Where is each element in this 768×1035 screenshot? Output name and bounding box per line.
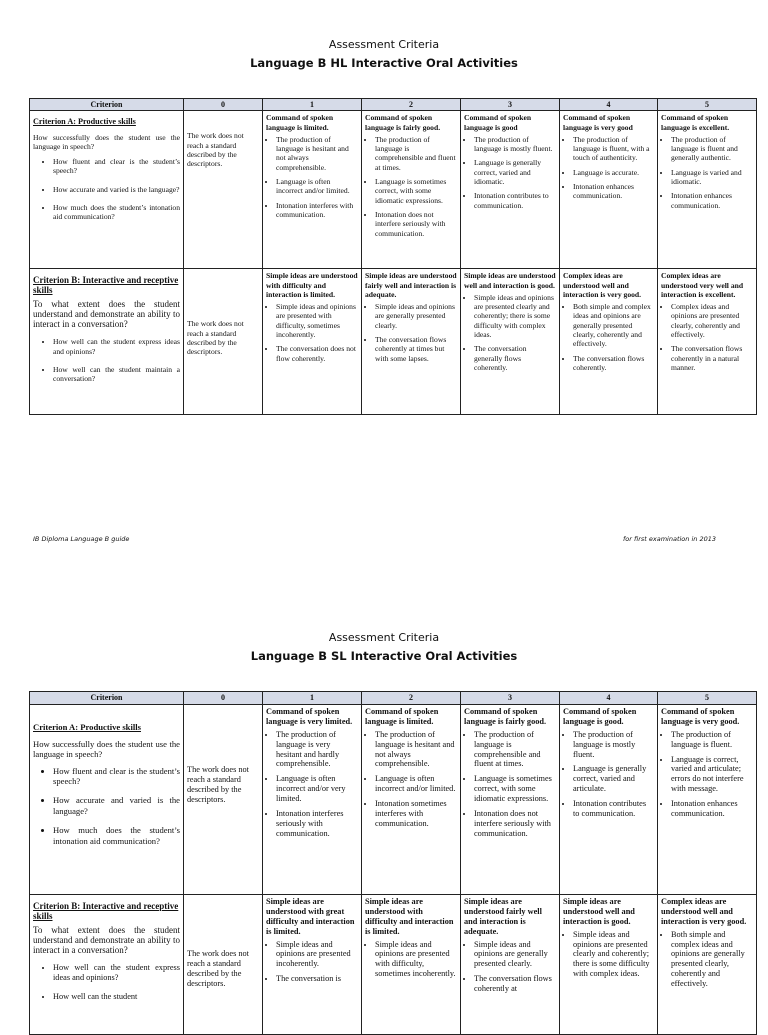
level-0-descriptor: The work does not reach a standard described by the descriptors.	[184, 269, 263, 415]
criterion-title: Criterion B: Interactive and receptive skills	[33, 900, 179, 921]
level-heading: Command of spoken language is excellent.	[661, 113, 730, 132]
criterion-subquestions	[33, 337, 180, 383]
criterion-title: Criterion B: Interactive and receptive skills	[33, 275, 179, 296]
descriptor-item: • Simple ideas and opinions are presented clearly and coherently; there is some difficulty with complex ideas.	[573, 930, 654, 980]
descriptor-item: • Language is generally correct, varied and idiomatic.	[474, 158, 556, 186]
descriptor-item: • Intonation contributes to communication.	[474, 191, 556, 210]
level-heading: Simple ideas are understood with difficulty and interaction is limited.	[266, 271, 358, 299]
level-descriptor-list	[365, 302, 457, 363]
descriptor-item: • Language is sometimes correct, with some idiomatic expressions.	[474, 774, 556, 804]
header-level-0: 0	[184, 692, 263, 705]
level-5-descriptor	[658, 894, 757, 1034]
level-heading: Command of spoken language is fairly good.	[365, 113, 441, 132]
descriptor-item: • Simple ideas and opinions are presented with difficulty, sometimes incoherently.	[375, 940, 457, 980]
criterion-title: Criterion A: Productive skills	[33, 721, 141, 732]
descriptor-item: • Intonation sometimes interferes with communication.	[375, 799, 457, 829]
sl-title-block	[0, 631, 768, 664]
level-1-descriptor	[263, 894, 362, 1034]
level-3-descriptor	[461, 704, 560, 894]
hl-heading: Assessment Criteria	[328, 38, 440, 51]
level-heading: Simple ideas are understood fairly well and interaction is adequate.	[464, 896, 542, 936]
descriptor-item: • Intonation does not interfere seriously with communication.	[375, 210, 457, 238]
descriptor-item: • The conversation flows coherently at	[474, 974, 556, 994]
level-0-descriptor: The work does not reach a standard described by the descriptors.	[184, 894, 263, 1034]
descriptor-item: • Language is often incorrect and/or limited.	[276, 177, 358, 196]
criterion-question: How successfully does the student use the language in speech?	[33, 738, 180, 760]
sub-question: • How much does the student’s intonation aid communication?	[53, 825, 180, 846]
level-descriptor-list	[661, 135, 753, 210]
level-descriptor-list	[563, 135, 654, 201]
level-3-descriptor	[461, 269, 560, 415]
criterion-a-row	[30, 111, 757, 269]
descriptor-item: • The production of language is fluent and generally authentic.	[671, 135, 753, 163]
level-5-descriptor	[658, 704, 757, 894]
level-heading: Command of spoken language is very good	[563, 113, 633, 132]
descriptor-item: • The production of language is hesitant and not always comprehensible.	[375, 730, 457, 770]
level-heading: Simple ideas are understood fairly well and interaction is adequate.	[365, 271, 457, 299]
level-descriptor-list	[563, 730, 654, 819]
descriptor-item: • Intonation contributes to communication.	[573, 799, 654, 819]
level-heading: Command of spoken language is limited.	[266, 113, 334, 132]
descriptor-item: • The production of language is mostly fluent.	[573, 730, 654, 760]
descriptor-item: • Language is correct, varied and articulate; errors do not interfere with message.	[671, 755, 753, 795]
level-heading: Simple ideas are understood with difficulty and interaction is limited.	[365, 896, 454, 936]
sub-question: • How fluent and clear is the student’s speech?	[53, 157, 180, 176]
descriptor-item: • Language is often incorrect and/or limited.	[375, 774, 457, 794]
level-descriptor-list	[266, 302, 358, 363]
descriptor-item: • Intonation enhances communication.	[671, 191, 753, 210]
level-2-descriptor	[362, 111, 461, 269]
footer-exam-note: for first examination in 2013	[623, 535, 716, 543]
header-criterion: Criterion	[30, 99, 184, 111]
level-heading: Simple ideas are understood with great difficulty and interaction is limited.	[266, 896, 355, 936]
level-4-descriptor	[560, 704, 658, 894]
sl-rubric-table	[29, 691, 757, 1035]
sl-heading: Assessment Criteria	[328, 631, 440, 644]
descriptor-item: • The conversation flows coherently.	[573, 354, 654, 373]
descriptor-item: • Intonation enhances communication.	[573, 182, 654, 201]
level-descriptor-list	[365, 730, 457, 829]
descriptor-item: • The production of language is comprehensible and fluent at times.	[474, 730, 556, 770]
level-descriptor-list	[563, 930, 654, 980]
descriptor-item: • Simple ideas and opinions are generally presented clearly.	[375, 302, 457, 330]
level-heading: Simple ideas are understood well and interaction is good.	[464, 271, 556, 290]
header-level-3: 3	[461, 692, 560, 705]
level-descriptor-list	[563, 302, 654, 372]
header-level-4: 4	[560, 99, 658, 111]
sub-question: • How much does the student’s intonation aid communication?	[53, 203, 180, 222]
header-criterion: Criterion	[30, 692, 184, 705]
criterion-b-row	[30, 269, 757, 415]
descriptor-item: • The production of language is very hesitant and hardly comprehensible.	[276, 730, 358, 770]
level-3-descriptor	[461, 111, 560, 269]
descriptor-item: • The conversation is	[276, 974, 358, 984]
level-heading: Command of spoken language is good	[464, 113, 532, 132]
level-descriptor-list	[266, 135, 358, 219]
descriptor-item: • Language is generally correct, varied and articulate.	[573, 764, 654, 794]
descriptor-item: • The conversation does not flow coherently.	[276, 344, 358, 363]
header-row	[30, 99, 757, 111]
sub-question: • How fluent and clear is the student’s speech?	[53, 766, 180, 787]
level-4-descriptor	[560, 894, 658, 1034]
level-1-descriptor	[263, 111, 362, 269]
level-descriptor-list	[365, 135, 457, 238]
level-heading: Simple ideas are understood well and interaction is good.	[563, 896, 635, 926]
level-heading: Command of spoken language is limited.	[365, 706, 439, 726]
descriptor-item: • Language is accurate.	[573, 168, 654, 177]
level-descriptor-list	[266, 940, 358, 985]
header-level-5: 5	[658, 99, 757, 111]
hl-title-block	[0, 38, 768, 71]
header-level-5: 5	[658, 692, 757, 705]
header-row	[30, 692, 757, 705]
level-heading: Complex ideas are understood very well and interaction is excellent.	[661, 271, 744, 299]
level-descriptor-list	[464, 135, 556, 210]
hl-rubric-table	[29, 98, 757, 415]
level-descriptor-list	[464, 730, 556, 839]
descriptor-item: • Simple ideas and opinions are presented with difficulty, sometimes incoherently.	[276, 302, 358, 339]
descriptor-item: • The production of language is mostly fluent.	[474, 135, 556, 154]
level-descriptor-list	[661, 302, 753, 372]
descriptor-item: • The conversation flows coherently at times but with some lapses.	[375, 335, 457, 363]
sub-question: • How accurate and varied is the language?	[53, 185, 180, 194]
level-5-descriptor	[658, 269, 757, 415]
criterion-subquestions	[33, 157, 180, 221]
criterion-b-row	[30, 894, 757, 1034]
criterion-b-cell	[30, 269, 184, 415]
level-2-descriptor	[362, 894, 461, 1034]
header-level-2: 2	[362, 692, 461, 705]
level-descriptor-list	[266, 730, 358, 839]
header-level-1: 1	[263, 99, 362, 111]
level-heading: Command of spoken language is fairly good.	[464, 706, 547, 726]
descriptor-item: • Intonation interferes seriously with communication.	[276, 809, 358, 839]
descriptor-item: • Language is sometimes correct, with some idiomatic expressions.	[375, 177, 457, 205]
descriptor-item: • The production of language is fluent, with a touch of authenticity.	[573, 135, 654, 163]
descriptor-item: • Both simple and complex ideas and opinions are generally presented clearly, coherently and effectively.	[671, 930, 753, 989]
criterion-a-cell	[30, 704, 184, 894]
level-4-descriptor	[560, 269, 658, 415]
descriptor-item: • Intonation enhances communication.	[671, 799, 753, 819]
descriptor-item: • The conversation generally flows coherently.	[474, 344, 556, 372]
criterion-question: How successfully does the student use the language in speech?	[33, 132, 180, 151]
hl-title: Language B HL Interactive Oral Activities	[250, 56, 518, 70]
header-level-0: 0	[184, 99, 263, 111]
header-level-3: 3	[461, 99, 560, 111]
sub-question: • How well can the student express ideas and opinions?	[53, 337, 180, 356]
level-4-descriptor	[560, 111, 658, 269]
level-0-descriptor: The work does not reach a standard described by the descriptors.	[184, 704, 263, 894]
descriptor-item: • The production of language is comprehensible and fluent at times.	[375, 135, 457, 172]
header-level-1: 1	[263, 692, 362, 705]
descriptor-item: • The production of language is fluent.	[671, 730, 753, 750]
level-descriptor-list	[464, 940, 556, 995]
descriptor-item: • Language is varied and idiomatic.	[671, 168, 753, 187]
descriptor-item: • Simple ideas and opinions are presented incoherently.	[276, 940, 358, 970]
criterion-subquestions	[33, 766, 180, 846]
level-heading: Command of spoken language is very limited.	[266, 706, 353, 726]
level-descriptor-list	[464, 293, 556, 372]
descriptor-item: • Language is often incorrect and/or very limited.	[276, 774, 358, 804]
header-level-2: 2	[362, 99, 461, 111]
footer-guide-name: IB Diploma Language B guide	[33, 535, 130, 543]
sub-question: • How well can the student	[53, 992, 180, 1002]
level-3-descriptor	[461, 894, 560, 1034]
criterion-a-row	[30, 704, 757, 894]
sub-question: • How accurate and varied is the language?	[53, 795, 180, 816]
level-heading: Complex ideas are understood well and interaction is very good.	[661, 896, 747, 926]
level-heading: Complex ideas are understood well and interaction is very good.	[563, 271, 642, 299]
descriptor-item: • Intonation does not interfere seriously with communication.	[474, 809, 556, 839]
level-1-descriptor	[263, 704, 362, 894]
level-descriptor-list	[365, 940, 457, 980]
level-5-descriptor	[658, 111, 757, 269]
descriptor-item: • Complex ideas and opinions are presented clearly, coherently and effectively.	[671, 302, 753, 339]
descriptor-item: • Simple ideas and opinions are presented clearly and coherently; there is some difficulty with complex ideas.	[474, 293, 556, 339]
sub-question: • How well can the student maintain a conversation?	[53, 365, 180, 384]
sub-question: • How well can the student express ideas and opinions?	[53, 963, 180, 983]
criterion-b-cell	[30, 894, 184, 1034]
descriptor-item: • The production of language is hesitant and not always comprehensible.	[276, 135, 358, 172]
level-heading: Command of spoken language is good.	[563, 706, 637, 726]
header-level-4: 4	[560, 692, 658, 705]
sl-title: Language B SL Interactive Oral Activities	[250, 649, 518, 663]
level-1-descriptor	[263, 269, 362, 415]
criterion-question: To what extent does the student understand and demonstrate an ability to interact in a conversation?	[33, 924, 180, 955]
descriptor-item: • Intonation interferes with communication.	[276, 201, 358, 220]
level-2-descriptor	[362, 269, 461, 415]
criterion-title: Criterion A: Productive skills	[33, 117, 136, 127]
descriptor-item: • Both simple and complex ideas and opinions are generally presented clearly, coherently and effectively.	[573, 302, 654, 348]
criterion-question: To what extent does the student understand and demonstrate an ability to interact in a conversation?	[33, 299, 180, 330]
level-0-descriptor: The work does not reach a standard described by the descriptors.	[184, 111, 263, 269]
level-descriptor-list	[661, 730, 753, 819]
level-2-descriptor	[362, 704, 461, 894]
level-descriptor-list	[661, 930, 753, 989]
criterion-subquestions	[33, 963, 180, 1002]
criterion-a-cell	[30, 111, 184, 269]
descriptor-item: • Simple ideas and opinions are generally presented clearly.	[474, 940, 556, 970]
level-heading: Command of spoken language is very good.	[661, 706, 740, 726]
descriptor-item: • The conversation flows coherently in a natural manner.	[671, 344, 753, 372]
